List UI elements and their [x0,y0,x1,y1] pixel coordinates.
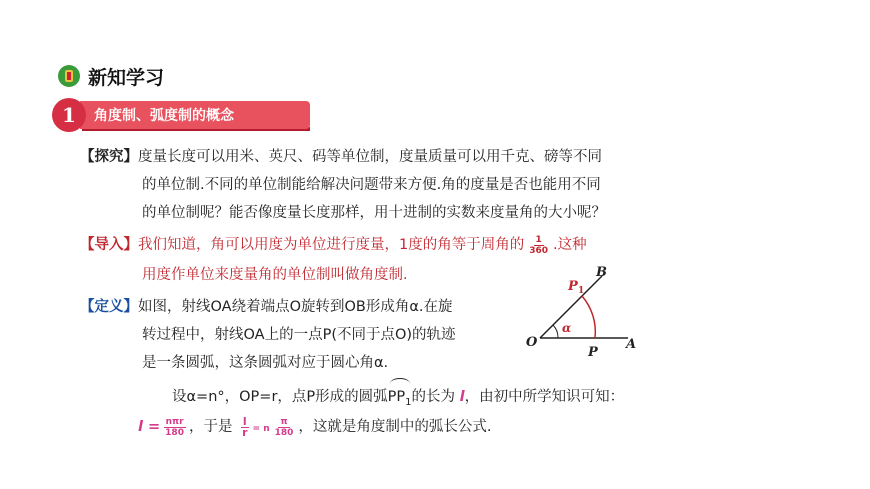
definition-text-4c: ，由初中所学知识可知： [464,389,625,405]
label-A: A [626,337,637,352]
formula-ending: ，这就是角度制中的弧长公式. [298,419,492,435]
formula1-lhs: l = [138,419,161,435]
definition-line-1 [80,294,453,321]
label-B: B [596,265,607,280]
definition-text-1: 如图，射线OA绕着端点O旋转到OB形成角α.在旋 [138,299,453,315]
intro-text-1b: .这种 [553,237,587,253]
angle-diagram [520,262,660,362]
intro-text-1a: 我们知道，角可以用度为单位进行度量，1度的角等于周角的 [138,237,525,253]
explore-line-2: 的单位制.不同的单位制能给解决问题带来方便.角的度量是否也能用不同 [142,177,601,193]
topic-badge [52,98,262,132]
explore-line-1 [80,144,602,171]
arc-notation: $PP_1$ [388,384,412,416]
label-P1: P [568,279,578,294]
definition-line-4 [172,384,624,416]
intro-fraction: $\frac{1}{360}$ [529,234,549,256]
formula-connector: ，于是 [188,419,233,435]
intro-line-2: 用度作单位来度量角的单位制叫做角度制. [142,267,408,283]
section-title: 新知学习 [88,66,165,89]
intro-line-1 [80,232,587,259]
intro-tag: 【导入】 [80,237,138,253]
badge-label: 角度制、弧度制的概念 [80,101,310,129]
badge-number: 1 [52,98,86,132]
label-O: O [526,335,538,350]
label-P1-sub: 1 [578,286,585,296]
label-P: P [588,345,598,360]
section-header [58,62,164,90]
label-alpha: α [562,321,572,335]
formula2-pi-fraction: $\frac{\pi}{180}$ [274,416,294,438]
definition-line-2: 转过程中，射线OA上的一点P(不同于点O)的轨迹 [142,327,456,343]
explore-text-1: 度量长度可以用米、英尺、码等单位制，度量质量可以用千克、磅等不同 [138,149,602,165]
definition-line-3: 是一条圆弧，这条圆弧对应于圆心角α. [142,355,389,371]
angle-mark [553,325,558,338]
formula-line [138,414,492,443]
formula1-fraction: $\frac{\text{nπr}}{180}$ [165,416,184,438]
definition-text-4a: 设α=n°，OP=r，点P形成的圆弧 [172,389,388,405]
l-symbol: l [459,389,465,405]
definition-text-4b: 的长为 [411,389,456,405]
explore-tag: 【探究】 [80,149,138,165]
definition-tag: 【定义】 [80,299,138,315]
book-icon [58,65,80,87]
arc-PP1 [582,296,595,338]
formula2-fraction: $\frac{l}{r}$ [242,414,248,439]
explore-line-3: 的单位制呢？能否像度量长度那样，用十进制的实数来度量角的大小呢？ [142,205,606,221]
formula2-eq: = n [252,424,270,434]
